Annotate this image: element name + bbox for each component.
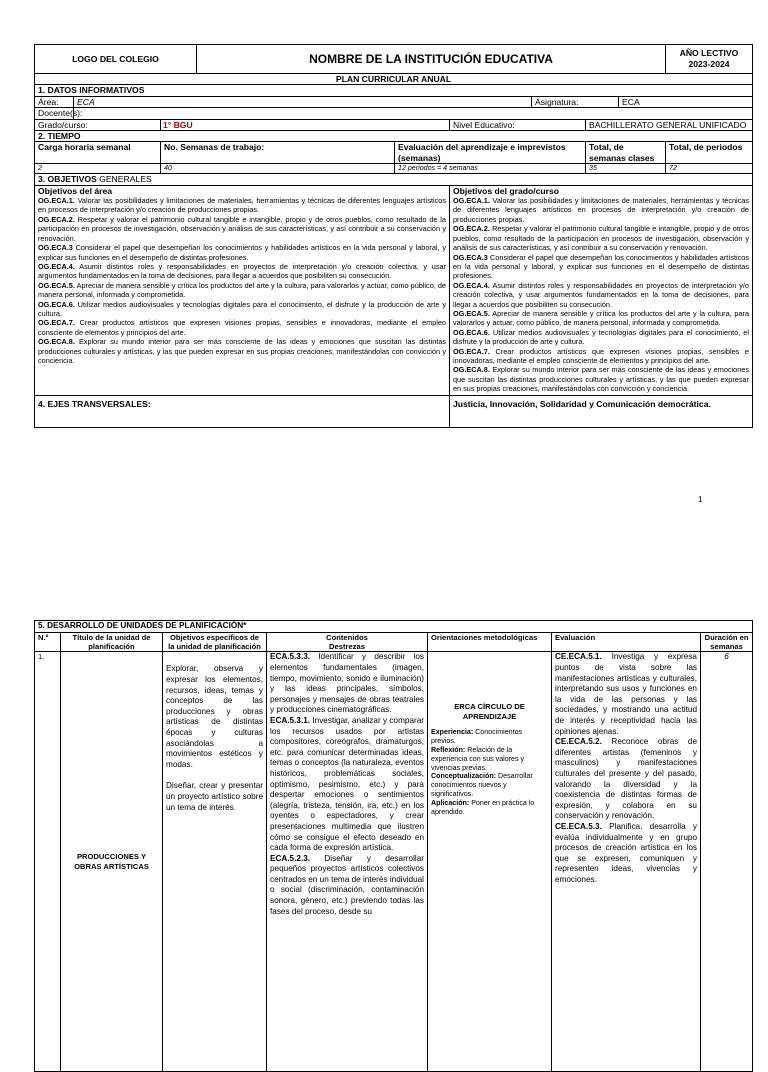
objetivo-area-item-code: OG.ECA.5. bbox=[38, 280, 75, 290]
orientacion-item-code: Conceptualización: bbox=[431, 772, 497, 781]
ejes-title: 4. EJES TRANSVERSALES: bbox=[35, 395, 450, 427]
asignatura-value: ECA bbox=[619, 96, 753, 107]
objetivo-grado-item-text: Respetar y valorar el patrimonio cultural tangible e intangible, propio y de otros pueblos, como resultado de la participación en procesos de investigación, observación y análisis de sus características, y así contribuir a su conservación y renovación. bbox=[453, 224, 749, 253]
orientaciones-list bbox=[431, 728, 548, 816]
objetivo-area-item-code: OG.ECA.7. bbox=[38, 318, 75, 328]
destreza-item-text: Identificar y describir los elementos fundamentales (imagen, tiempo, movimiento, sonido e iluminación) y las ideas principales, símbolos, personajes y mensajes de obras teatrales y producciones cinematográficas. bbox=[270, 652, 424, 715]
eval-header: Evaluación del aprendizaje e imprevistos (semanas) bbox=[395, 142, 586, 164]
num-header: N.º bbox=[35, 632, 61, 652]
objetivo-area-item bbox=[38, 281, 446, 300]
evaluacion-item-code: CE.ECA.5.1. bbox=[555, 652, 602, 662]
grado-value: 1° BGU bbox=[161, 119, 450, 130]
section-objetivos-title bbox=[35, 174, 753, 185]
ejes-value: Justicia, Innovación, Solidaridad y Comunicación democrática. bbox=[450, 395, 753, 427]
evaluacion-header: Evaluación bbox=[552, 632, 701, 652]
objetivo-grado-item-code: OG.ECA.8. bbox=[453, 365, 490, 375]
objetivo-grado-item-code: OG.ECA.1. bbox=[453, 196, 490, 206]
unit-objectives bbox=[163, 652, 267, 1072]
objetivo-grado-item-code: OG.ECA.3 bbox=[453, 252, 488, 262]
docente-value bbox=[74, 108, 753, 119]
orientacion-item-code: Aplicación: bbox=[431, 798, 470, 807]
objetivos-area-title: Objetivos del área bbox=[38, 185, 113, 196]
objetivo-grado-item bbox=[453, 281, 749, 309]
orientacion-item-text: Conocimientos previos. bbox=[431, 728, 523, 746]
objetivo-grado-item bbox=[453, 224, 749, 252]
objetivo-area-item-text: Valorar las posibilidades y limitaciones de materiales, herramientas y técnicas de diferentes lenguajes artísticos en procesos de interpretación y/o creación de producciones propias. bbox=[38, 196, 446, 215]
destreza-item bbox=[270, 854, 424, 918]
titulo-header: Título de la unidad de planificación bbox=[61, 632, 163, 652]
objetivos-area-cell bbox=[35, 185, 450, 395]
objetivo-area-item-text: Considerar el papel que desempeñan los conocimientos y habilidades artísticos en la vida personal y laboral, y explicar sus funciones en el desempeño de distintas profesiones. bbox=[38, 243, 446, 262]
objetivo-grado-item-text: Explorar su mundo interior para ser más consciente de las ideas y emociones que suscitan las distintas producciones culturales y artísticas, y las que pueden expresar en sus propias creaciones, manifestándolas con convicción y conciencia. bbox=[453, 365, 749, 394]
destreza-item-code: ECA.5.2.3. bbox=[270, 853, 311, 863]
objetivo-grado-item-text: Utilizar medios audiovisuales y tecnologías digitales para el conocimiento, el disfrute y la producción de arte y cultura. bbox=[453, 327, 749, 347]
orientacion-item bbox=[431, 746, 548, 772]
orientaciones-header: Orientaciones metodológicas bbox=[428, 632, 552, 652]
section-datos-title: 1. DATOS INFORMATIVOS bbox=[35, 85, 753, 96]
carga-value: 2 bbox=[35, 164, 161, 174]
nivel-value: BACHILLERATO GENERAL UNIFICADO bbox=[586, 119, 753, 130]
plan-table-page-1 bbox=[34, 44, 753, 428]
row-num: 1. bbox=[35, 652, 61, 1072]
objetivo-grado-item-code: OG.ECA.6. bbox=[453, 327, 490, 337]
evaluacion-item-code: CE.ECA.5.3. bbox=[555, 821, 602, 831]
objetivo-area-item bbox=[38, 262, 446, 281]
total-periodos-header: Total, de periodos bbox=[666, 142, 753, 164]
destreza-item bbox=[270, 652, 424, 716]
semanas-value: 40 bbox=[161, 164, 395, 174]
eval-value: 12 periodos = 4 semanas bbox=[395, 164, 586, 174]
semanas-header bbox=[161, 142, 395, 164]
orientacion-item-text: Relación de la experiencia con sus valores y vivencias previas. bbox=[431, 746, 525, 772]
objetivo-grado-item bbox=[453, 196, 749, 224]
contenidos-header-label: Contenidos bbox=[326, 632, 368, 642]
objetivo-area-item-code: OG.ECA.1. bbox=[38, 196, 75, 206]
objetivo-area-item-code: OG.ECA.4. bbox=[38, 261, 75, 271]
evaluacion-item bbox=[555, 822, 697, 886]
objetivo-grado-item-text: Valorar las posibilidades y limitaciones de materiales, herramientas y técnicas de diferentes lenguajes artísticos en procesos de interpretación y/o creación de producciones propias. bbox=[453, 196, 749, 224]
objetivo-grado-item bbox=[453, 347, 749, 366]
grado-label: Grado/curso: bbox=[35, 119, 161, 130]
objetivos-title-bold: 3. OBJETIVOS bbox=[38, 174, 97, 185]
objetivo-area-item bbox=[38, 215, 446, 243]
page-number: 1 bbox=[698, 495, 703, 504]
destrezas-list bbox=[270, 652, 424, 917]
objetivos-grado-title: Objetivos del grado/curso bbox=[453, 185, 560, 196]
header-row bbox=[35, 45, 753, 74]
objetivo-area-item bbox=[38, 243, 446, 262]
plan-table-page-2 bbox=[34, 620, 753, 1072]
area-label: Área: bbox=[35, 96, 74, 107]
evaluacion-item-code: CE.ECA.5.2. bbox=[555, 737, 602, 747]
docente-label: Docente(s): bbox=[35, 108, 74, 119]
orientacion-item-text: Poner en práctica lo aprendido. bbox=[431, 798, 535, 816]
unit-objective-1: Explorar, observa y expresar los elementos, recursos, ideas, temas y conceptos de las producciones y obras artísticas de distintas épocas y culturas asociándolas a movimientos estéticos y modas. bbox=[166, 664, 263, 769]
nivel-label: Nivel Educativo: bbox=[450, 119, 586, 130]
orientacion-item-text: Desarrollar conocimientos nuevos y significativos. bbox=[431, 772, 533, 798]
objetivo-area-item-text: Apreciar de manera sensible y crítica los productos del arte y la cultura, para valorarlos y actuar, como público, de manera personal, informada y comprometida. bbox=[38, 280, 446, 300]
objetivo-grado-item-code: OG.ECA.2. bbox=[453, 224, 490, 234]
evaluacion-item bbox=[555, 652, 697, 737]
objetivo-grado-item bbox=[453, 253, 749, 281]
destreza-item bbox=[270, 716, 424, 854]
destrezas-header-label: Destrezas bbox=[329, 642, 365, 651]
objetivo-area-item bbox=[38, 318, 446, 337]
objetivo-area-item-text: Crear productos artísticos que expresen visiones propias, sensibles e innovadoras, mediante el empleo consciente de elementos y principios del arte. bbox=[38, 318, 446, 337]
objetivo-grado-item-code: OG.ECA.4. bbox=[453, 280, 490, 290]
objetivos-grado-cell bbox=[450, 185, 753, 395]
objetivo-area-item-code: OG.ECA.2. bbox=[38, 214, 75, 224]
evaluacion-item-text: Investiga y expresa puntos de vista sobre las manifestaciones artísticas y culturales, interpretando sus usos y funciones en la vida de las personas y las sociedades, y mostrando una actitud de interés y receptividad hacia las opiniones ajenas. bbox=[555, 652, 697, 736]
objetivo-grado-item bbox=[453, 328, 749, 347]
semanas-header-label: No. Semanas de trabajo: bbox=[164, 142, 265, 153]
section-tiempo-title: 2. TIEMPO bbox=[35, 131, 753, 142]
objetivo-grado-item bbox=[453, 365, 749, 393]
school-year-value: 2023-2024 bbox=[688, 59, 730, 69]
carga-header: Carga horaria semanal bbox=[35, 142, 161, 164]
unit-evaluacion bbox=[552, 652, 701, 1072]
unit-objective-2: Diseñar, crear y presentar un proyecto artístico sobre un tema de interés. bbox=[166, 781, 263, 812]
unit-title: PRODUCCIONES Y OBRAS ARTÍSTICAS bbox=[61, 652, 163, 1072]
objetivo-area-item bbox=[38, 196, 446, 215]
orientacion-item bbox=[431, 799, 548, 817]
destreza-item-text: Investigar, analizar y comparar los recursos usados por artistas compositores, coreógrafos, dramaturgos, etc. para comunicar determinadas ideas, temas o conceptos (la naturaleza, eventos históricos, problemáticas sociales, optimismo, pesimismo, etc.) y para despertar emociones o sentimientos (alegría, tristeza, tensión, ira, etc.) en los oyentes o espectadores, y crear presentaciones multimedia que ilustren cómo se consigue el efecto deseado en cada forma de expresión artística. bbox=[270, 715, 424, 853]
objetivo-grado-item-text: Asumir distintos roles y responsabilidades en proyectos de interpretación y/o creación colectiva, y usar argumentos fundamentados en la toma de decisiones, para llegar a acuerdos que posibiliten su consecución. bbox=[453, 280, 749, 309]
destreza-item-text: Diseñar y desarrollar pequeños proyectos artísticos colectivos centrados en un tema de interés individual o social (discriminación, contaminación sonora, género, etc.) previendo todas las fases del proceso, desde su bbox=[270, 853, 424, 916]
total-periodos-value: 72 bbox=[666, 164, 753, 174]
objetivo-area-item-code: OG.ECA.8. bbox=[38, 337, 75, 347]
orientacion-item bbox=[431, 772, 548, 798]
objetivos-grado-list bbox=[453, 196, 749, 394]
school-year-label: AÑO LECTIVO bbox=[679, 48, 739, 58]
objetivo-area-item-text: Respetar y valorar el patrimonio cultural tangible e intangible, propio y de otros pueblos, como resultado de la participación en procesos de investigación, observación y análisis de sus características, y así contribuir a su conservación y renovación. bbox=[38, 214, 446, 243]
plan-title: PLAN CURRICULAR ANUAL bbox=[35, 74, 753, 85]
objetivo-area-item-code: OG.ECA.3 bbox=[38, 243, 73, 253]
objetivo-grado-item-code: OG.ECA.5. bbox=[453, 308, 490, 318]
objetivo-grado-item-text: Crear productos artísticos que expresen visiones propias, sensibles e innovadoras, mediante el empleo consciente de elementos y principios del arte. bbox=[453, 346, 749, 365]
objetivos-area-list bbox=[38, 196, 446, 365]
unit-destrezas bbox=[267, 652, 428, 1072]
contenidos-header bbox=[267, 632, 428, 652]
objetivo-area-item bbox=[38, 300, 446, 319]
institution-name: NOMBRE DE LA INSTITUCIÓN EDUCATIVA bbox=[197, 45, 666, 74]
orientacion-item bbox=[431, 728, 548, 746]
destreza-item-code: ECA.5.3.3. bbox=[270, 652, 311, 662]
orientacion-item-code: Experiencia: bbox=[431, 728, 474, 737]
destreza-item-code: ECA.5.3.1. bbox=[270, 715, 311, 725]
objetivos-title-rest: GENERALES bbox=[96, 174, 152, 185]
objetivo-grado-item-text: Apreciar de manera sensible y crítica los productos del arte y la cultura, para valorarlos y actuar, como público, de manera personal, informada y comprometida. bbox=[453, 308, 749, 328]
unit-orientaciones bbox=[428, 652, 552, 1072]
orientaciones-title: ERCA CÍRCULO DE APRENDIZAJE bbox=[454, 702, 525, 722]
area-value: ECA bbox=[74, 96, 532, 107]
school-year bbox=[666, 45, 753, 74]
objetivo-area-item-code: OG.ECA.6. bbox=[38, 299, 75, 309]
orientacion-item-code: Reflexión: bbox=[431, 746, 466, 754]
evaluacion-item-text: Reconoce obras de diferentes artistas (femeninos y masculinos) y manifestaciones culturales del presente y del pasado, valorando la diversidad y la coexistencia de distintas formas de expresión, y colabora en su conservación y renovación. bbox=[555, 737, 697, 821]
asignatura-label: Asignatura: bbox=[532, 96, 619, 107]
duracion-header: Duración en semanas bbox=[701, 632, 753, 652]
objetivo-area-item-text: Explorar su mundo interior para ser más consciente de las ideas y emociones que suscitan las distintas producciones culturales y artísticas, y las que pueden expresar en sus propias creaciones, manifestándolas con convicción y conciencia. bbox=[38, 337, 446, 365]
objetivo-grado-item bbox=[453, 309, 749, 328]
objetivo-grado-item-text: Considerar el papel que desempeñan los conocimientos y habilidades artísticos en la vida personal y laboral, y explicar sus funciones en el desempeño de distintas profesiones. bbox=[453, 252, 749, 281]
objetivo-grado-item-code: OG.ECA.7. bbox=[453, 346, 490, 356]
total-semanas-header: Total, de semanas clases bbox=[586, 142, 666, 164]
objetivo-area-item bbox=[38, 337, 446, 365]
objetivo-area-item-text: Asumir distintos roles y responsabilidades en proyectos de interpretación y/o creación colectiva, y usar argumentos fundamentados en la toma de decisiones, para llegar a acuerdos que posibiliten su consecución. bbox=[38, 261, 446, 281]
objetivo-area-item-text: Utilizar medios audiovisuales y tecnologías digitales para el conocimiento, el disfrute y la producción de arte y cultura. bbox=[38, 299, 446, 318]
section-desarrollo-title: 5. DESARROLLO DE UNIDADES DE PLANIFICACIÓN* bbox=[35, 621, 753, 633]
evaluacion-item bbox=[555, 737, 697, 822]
objetivos-header: Objetivos específicos de la unidad de planificación bbox=[163, 632, 267, 652]
total-semanas-value: 35 bbox=[586, 164, 666, 174]
logo-placeholder: LOGO DEL COLEGIO bbox=[35, 45, 197, 74]
unit-duracion: 6 bbox=[701, 652, 753, 1072]
evaluacion-list bbox=[555, 652, 697, 885]
evaluacion-item-text: Planifica, desarrolla y evalúa individualmente y en grupo procesos de creación artística en los que se expresen, comuniquen y representen ideas, vivencias y emociones. bbox=[555, 821, 697, 884]
